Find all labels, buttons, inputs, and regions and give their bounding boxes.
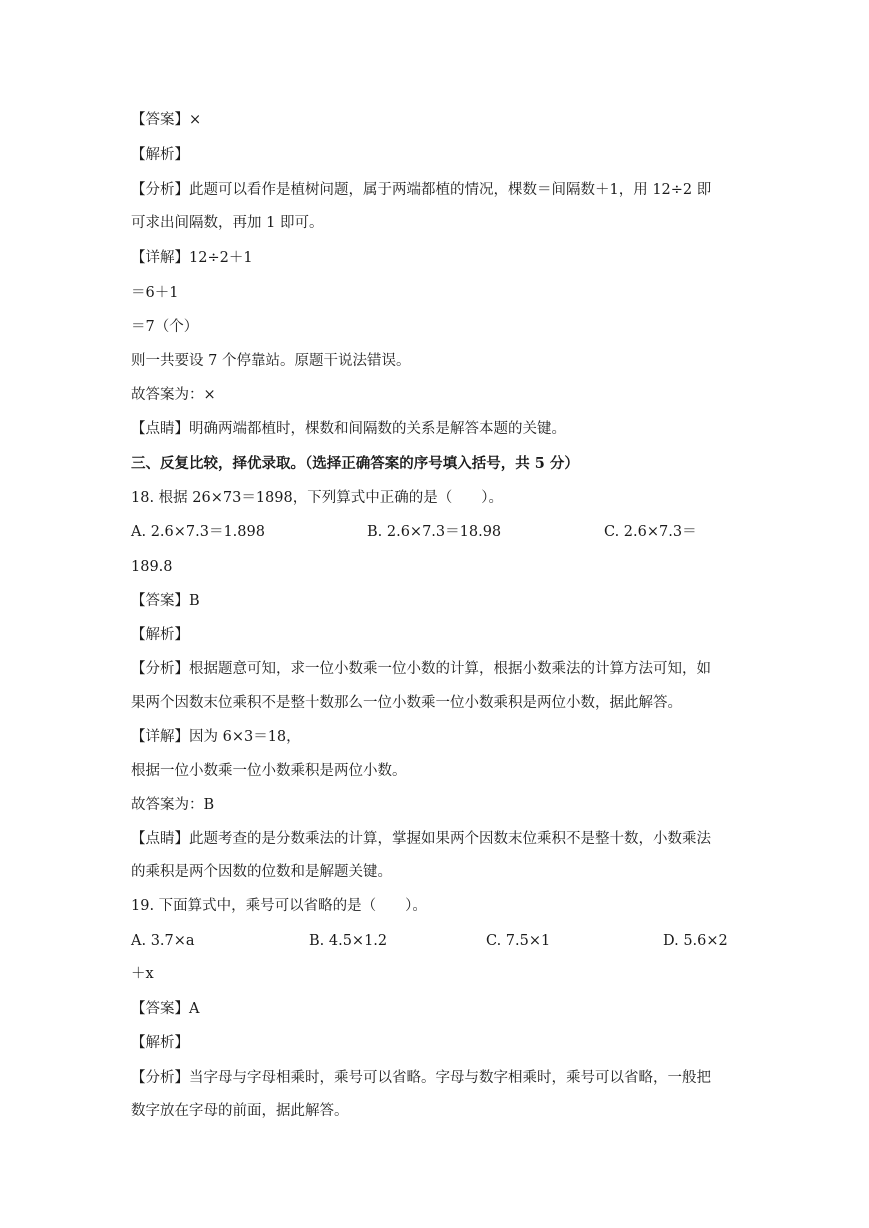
section-heading: 三、反复比较，择优录取。（选择正确答案的序号填入括号，共 5 分） (131, 455, 579, 472)
analysis-text: 【分析】当字母与字母相乘时，乘号可以省略。字母与数字相乘时，乘号可以省略，一般把 (131, 1070, 711, 1086)
question-19: 19. 下面算式中，乘号可以省略的是（ ）。 (131, 898, 427, 914)
solution-step: ＝6＋1 (131, 285, 179, 301)
option-b: B. 2.6×7.3＝18.98 (367, 524, 502, 540)
final-answer: 故答案为：× (131, 387, 216, 403)
option-b: B. 4.5×1.2 (309, 933, 388, 949)
analysis-text-cont: 果两个因数末位乘积不是整十数那么一位小数乘一位小数乘积是两位小数，据此解答。 (131, 695, 682, 711)
analysis-text-cont: 数字放在字母的前面，据此解答。 (131, 1103, 349, 1119)
answer-label: 【答案】× (131, 112, 202, 128)
key-point: 【点睛】明确两端都植时，棵数和间隔数的关系是解答本题的关键。 (131, 421, 566, 437)
solution-step: 【详解】12÷2＋1 (131, 250, 253, 266)
final-answer: 故答案为：B (131, 797, 215, 813)
solution-step: ＝7（个） (131, 319, 199, 335)
analysis-text-cont: 可求出间隔数，再加 1 即可。 (131, 215, 324, 231)
option-a: A. 2.6×7.3＝1.898 (131, 524, 265, 540)
key-point: 【点睛】此题考查的是分数乘法的计算，掌握如果两个因数末位乘积不是整十数，小数乘法 (131, 831, 711, 847)
option-c-cont: 189.8 (131, 559, 173, 575)
solution-conclusion: 则一共要设 7 个停靠站。原题干说法错误。 (131, 353, 411, 369)
analysis-label: 【解析】 (131, 627, 189, 643)
solution-step: 【详解】因为 6×3＝18， (131, 729, 301, 745)
answer-label: 【答案】A (131, 1001, 200, 1017)
solution-step: 根据一位小数乘一位小数乘积是两位小数。 (131, 763, 407, 779)
option-a: A. 3.7×a (131, 933, 195, 949)
option-c: C. 2.6×7.3＝ (604, 524, 697, 540)
question-18: 18. 根据 26×73＝1898，下列算式中正确的是（ ）。 (131, 490, 503, 506)
option-d: D. 5.6×2 (663, 933, 728, 949)
answer-label: 【答案】B (131, 593, 200, 609)
analysis-text: 【分析】此题可以看作是植树问题，属于两端都植的情况，棵数＝间隔数＋1，用 12÷2 即 (131, 182, 712, 198)
analysis-label: 【解析】 (131, 1035, 189, 1051)
key-point-cont: 的乘积是两个因数的位数和是解题关键。 (131, 864, 392, 880)
analysis-label: 【解析】 (131, 147, 189, 163)
analysis-text: 【分析】根据题意可知，求一位小数乘一位小数的计算，根据小数乘法的计算方法可知，如 (131, 661, 711, 677)
option-d-cont: ＋x (131, 966, 154, 982)
option-c: C. 7.5×1 (486, 933, 551, 949)
